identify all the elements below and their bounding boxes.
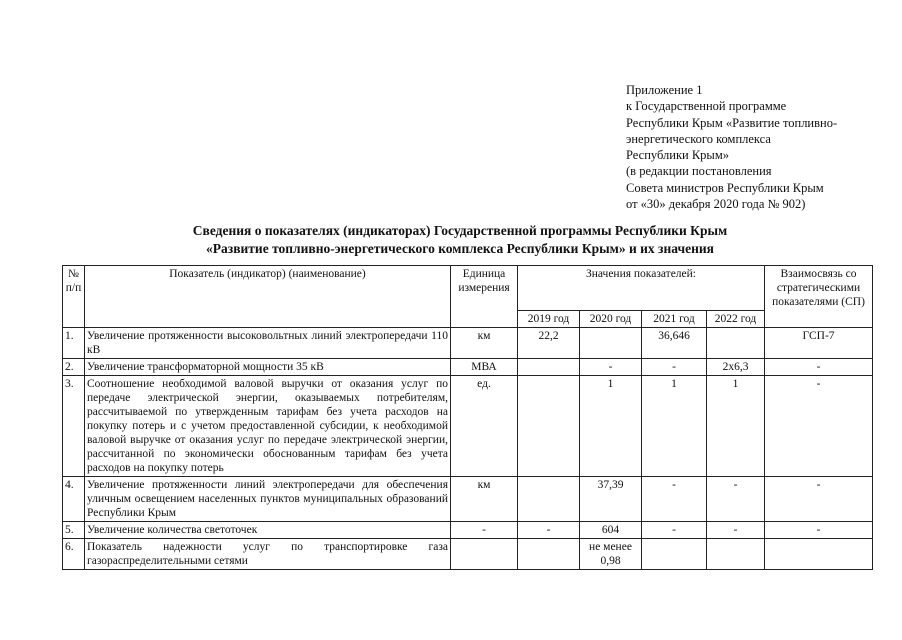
row-value-2019 (518, 359, 580, 376)
header-indicator: Показатель (индикатор) (наименование) (85, 266, 451, 328)
header-unit: Единица измерения (451, 266, 518, 328)
row-value-2019: - (518, 522, 580, 539)
appendix-line: энергетического комплекса (626, 131, 771, 146)
document-title (60, 222, 860, 258)
row-value-2019 (518, 477, 580, 522)
row-value-2022: - (707, 477, 765, 522)
header-values: Значения показателей: (518, 266, 765, 311)
table-row (63, 539, 873, 570)
row-value-2021: 1 (642, 376, 707, 477)
row-unit (451, 539, 518, 570)
row-unit: км (451, 477, 518, 522)
row-unit: ед. (451, 376, 518, 477)
row-num: 1. (63, 328, 85, 359)
row-value-2020: 37,39 (580, 477, 642, 522)
row-indicator: Показатель надежности услуг по транспортировке газа газораспределительными сетями (85, 539, 451, 570)
header-year-2022: 2022 год (707, 311, 765, 328)
row-value-2020: 1 (580, 376, 642, 477)
row-num: 4. (63, 477, 85, 522)
row-value-2022: 2х6,3 (707, 359, 765, 376)
row-value-2021: 36,646 (642, 328, 707, 359)
row-value-2020: 604 (580, 522, 642, 539)
table-row (63, 328, 873, 359)
row-link: - (765, 522, 873, 539)
row-num: 2. (63, 359, 85, 376)
appendix-line: Республики Крым» (626, 148, 729, 163)
row-link: - (765, 376, 873, 477)
row-indicator: Соотношение необходимой валовой выручки от оказания услуг по передаче электрической энергии, оказываемых потребителям, рассчитываемой по утвержденным тарифам без учета расходов на покупку потерь и с учетом предоставленной субсидии, к необходимой валовой выручке от оказания услуг по передаче электрической энергии, рассчитанной по экономически обоснованным тарифам без учета расходов на покупку потерь (85, 376, 451, 477)
title-line-2: «Развитие топливно-энергетического комплекса Республики Крым» и их значения (206, 241, 714, 256)
appendix-line: Приложение 1 (626, 83, 703, 97)
row-value-2021: - (642, 522, 707, 539)
appendix-line: от «30» декабря 2020 года № 902) (626, 197, 806, 212)
row-value-2022 (707, 539, 765, 570)
row-value-2019 (518, 376, 580, 477)
row-link: ГСП-7 (765, 328, 873, 359)
appendix-line: к Государственной программе (626, 99, 787, 114)
row-num: 6. (63, 539, 85, 570)
row-num: 5. (63, 522, 85, 539)
indicators-table (62, 265, 873, 570)
row-value-2021: - (642, 477, 707, 522)
row-indicator: Увеличение количества светоточек (85, 522, 451, 539)
appendix-line: Совета министров Республики Крым (626, 180, 824, 195)
appendix-line: (в редакции постановления (626, 164, 772, 179)
row-value-2022: - (707, 522, 765, 539)
row-unit: - (451, 522, 518, 539)
title-line-1: Сведения о показателях (индикаторах) Государственной программы Республики Крым (192, 223, 728, 238)
header-year-2019: 2019 год (518, 311, 580, 328)
row-num: 3. (63, 376, 85, 477)
appendix-note (626, 82, 896, 212)
table-row (63, 376, 873, 477)
row-value-2019 (518, 539, 580, 570)
table-row (63, 477, 873, 522)
row-unit: МВА (451, 359, 518, 376)
table-row (63, 522, 873, 539)
header-num: № п/п (63, 266, 85, 328)
row-value-2020 (580, 328, 642, 359)
table-row (63, 359, 873, 376)
row-indicator: Увеличение трансформаторной мощности 35 кВ (85, 359, 451, 376)
header-year-2021: 2021 год (642, 311, 707, 328)
row-link: - (765, 359, 873, 376)
header-link: Взаимосвязь со стратегическими показателями (СП) (765, 266, 873, 328)
row-link (765, 539, 873, 570)
row-value-2019: 22,2 (518, 328, 580, 359)
row-value-2022: 1 (707, 376, 765, 477)
header-year-2020: 2020 год (580, 311, 642, 328)
row-value-2021 (642, 539, 707, 570)
appendix-line: Республики Крым «Развитие топливно- (626, 115, 838, 130)
row-unit: км (451, 328, 518, 359)
row-indicator: Увеличение протяженности высоковольтных линий электропередачи 110 кВ (85, 328, 451, 359)
row-link: - (765, 477, 873, 522)
row-value-2022 (707, 328, 765, 359)
row-value-2020: не менее 0,98 (580, 539, 642, 570)
row-value-2020: - (580, 359, 642, 376)
row-indicator: Увеличение протяженности линий электропередачи для обеспечения уличным освещением населенных пунктов муниципальных образований Республики Крым (85, 477, 451, 522)
row-value-2021: - (642, 359, 707, 376)
